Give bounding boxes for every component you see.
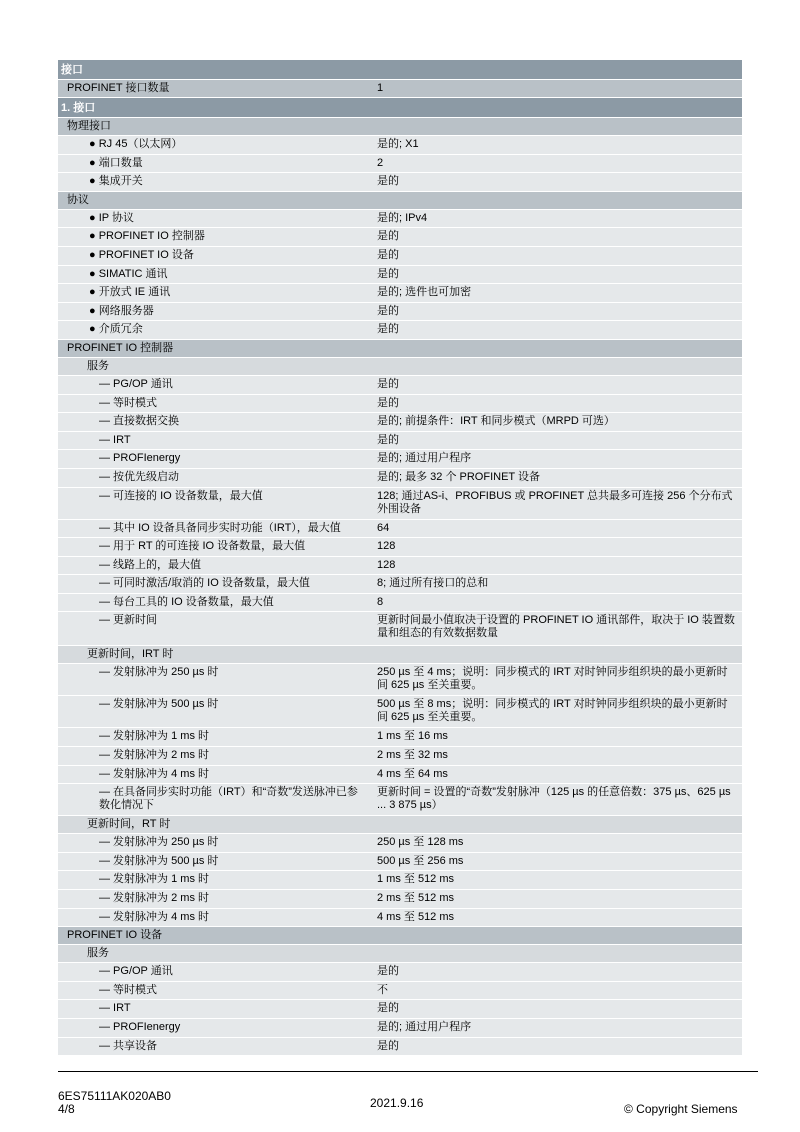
row-value: 500 µs 至 256 ms bbox=[377, 854, 464, 867]
row-label: — 用于 RT 的可连接 IO 设备数量，最大值 bbox=[99, 540, 306, 553]
row-value: 1 ms 至 16 ms bbox=[377, 730, 448, 743]
row-value: 2 ms 至 512 ms bbox=[377, 892, 455, 905]
row-value: 2 ms 至 32 ms bbox=[377, 749, 448, 762]
row-label: — 在具备同步实时功能（IRT）和“奇数”发送脉冲已参数化情况下 bbox=[99, 786, 358, 812]
section-header bbox=[58, 945, 742, 963]
row-value: 是的; 通过用户程序 bbox=[377, 452, 472, 465]
row-label: ● 端口数量 bbox=[89, 156, 143, 169]
row-label: — 线路上的，最大值 bbox=[99, 558, 202, 571]
row-label: PROFINET IO 设备 bbox=[67, 929, 163, 942]
row-value: 更新时间 = 设置的“奇数”发射脉冲（125 µs 的任意倍数：375 µs、625 µs ... 3 875 µs） bbox=[377, 786, 731, 812]
row-label: — 更新时间 bbox=[99, 614, 158, 627]
spec-row bbox=[58, 413, 742, 432]
footer-divider bbox=[58, 1071, 758, 1072]
row-value: 是的 bbox=[377, 323, 399, 336]
spec-row bbox=[58, 173, 742, 192]
row-label: — 发射脉冲为 2 ms 时 bbox=[99, 749, 210, 762]
spec-row bbox=[58, 963, 742, 982]
row-label: — 等时模式 bbox=[99, 396, 158, 409]
row-value: 2 bbox=[377, 156, 384, 169]
row-label: — 发射脉冲为 1 ms 时 bbox=[99, 873, 210, 886]
spec-row bbox=[58, 538, 742, 557]
row-label: — PROFIenergy bbox=[99, 452, 181, 465]
footer-page-number: 4/8 bbox=[58, 1102, 75, 1116]
spec-row bbox=[58, 247, 742, 266]
row-label: — 等时模式 bbox=[99, 983, 158, 996]
row-label: — IRT bbox=[99, 1002, 131, 1015]
spec-row bbox=[58, 834, 742, 853]
row-value: 是的 bbox=[377, 230, 399, 243]
row-label: — 发射脉冲为 2 ms 时 bbox=[99, 892, 210, 905]
spec-row bbox=[58, 909, 742, 928]
spec-table bbox=[58, 60, 742, 1056]
spec-row bbox=[58, 612, 742, 646]
row-label: — 发射脉冲为 250 µs 时 bbox=[99, 666, 219, 679]
spec-row bbox=[58, 557, 742, 576]
row-label: 更新时间，RT 时 bbox=[87, 818, 171, 831]
row-label: — 直接数据交换 bbox=[99, 415, 180, 428]
section-header bbox=[58, 98, 742, 118]
row-label: — PROFIenergy bbox=[99, 1021, 181, 1033]
row-value: 是的 bbox=[377, 1039, 399, 1052]
row-label: — 发射脉冲为 4 ms 时 bbox=[99, 910, 210, 923]
row-label: ● 网络服务器 bbox=[89, 304, 154, 317]
row-value: 是的; 前提条件：IRT 和同步模式（MRPD 可选） bbox=[377, 415, 615, 428]
row-label: ● PROFINET IO 设备 bbox=[89, 248, 194, 261]
row-label: — 可连接的 IO 设备数量，最大值 bbox=[99, 489, 263, 502]
row-value: 8; 通过所有接口的总和 bbox=[377, 577, 489, 590]
row-value: 是的; 最多 32 个 PROFINET 设备 bbox=[377, 470, 540, 483]
spec-row bbox=[58, 696, 742, 728]
row-label: 服务 bbox=[87, 947, 109, 960]
spec-row bbox=[58, 784, 742, 816]
spec-row bbox=[58, 1038, 742, 1057]
row-label: ● IP 协议 bbox=[89, 211, 134, 224]
row-value: 128; 通过AS-i、PROFIBUS 或 PROFINET 总共最多可连接 256 个分布式外围设备 bbox=[377, 489, 733, 515]
spec-row bbox=[58, 228, 742, 247]
row-label: — 发射脉冲为 1 ms 时 bbox=[99, 730, 210, 743]
row-value: 是的 bbox=[377, 248, 399, 261]
row-label: — 发射脉冲为 250 µs 时 bbox=[99, 836, 219, 849]
spec-row bbox=[58, 664, 742, 696]
row-value: 是的; 选件也可加密 bbox=[377, 286, 472, 299]
footer-article-number: 6ES75111AK020AB0 bbox=[58, 1089, 171, 1103]
spec-row bbox=[58, 303, 742, 322]
spec-row bbox=[58, 1019, 742, 1038]
row-label: ● 开放式 IE 通讯 bbox=[89, 286, 171, 299]
row-value: 500 µs 至 8 ms；说明：同步模式的 IRT 对时钟同步组织块的最小更新时间 625 µs 至关重要。 bbox=[377, 698, 728, 724]
row-value: 是的 bbox=[377, 433, 399, 446]
row-value: 128 bbox=[377, 558, 396, 571]
row-label: 协议 bbox=[67, 193, 89, 206]
spec-row bbox=[58, 155, 742, 174]
row-value: 250 µs 至 128 ms bbox=[377, 836, 464, 849]
row-label: 接口 bbox=[61, 64, 83, 76]
spec-row bbox=[58, 450, 742, 469]
spec-row bbox=[58, 488, 742, 520]
spec-row bbox=[58, 520, 742, 539]
spec-row bbox=[58, 321, 742, 340]
row-value: 128 bbox=[377, 540, 396, 553]
spec-row bbox=[58, 871, 742, 890]
row-value: 是的 bbox=[377, 304, 399, 317]
spec-row bbox=[58, 594, 742, 613]
row-label: — 可同时激活/取消的 IO 设备数量，最大值 bbox=[99, 577, 310, 590]
row-value: 是的; 通过用户程序 bbox=[377, 1021, 472, 1033]
row-label: 物理接口 bbox=[67, 120, 111, 132]
row-label: PROFINET IO 控制器 bbox=[67, 341, 174, 354]
spec-row bbox=[58, 136, 742, 155]
row-value: 1 ms 至 512 ms bbox=[377, 873, 455, 886]
section-header bbox=[58, 646, 742, 664]
row-value: 4 ms 至 64 ms bbox=[377, 767, 448, 780]
spec-row bbox=[58, 432, 742, 451]
row-label: — IRT bbox=[99, 433, 131, 446]
row-label: — PG/OP 通讯 bbox=[99, 377, 173, 390]
spec-row bbox=[58, 575, 742, 594]
row-value: 是的 bbox=[377, 396, 399, 409]
row-label: — 其中 IO 设备具备同步实时功能（IRT），最大值 bbox=[99, 521, 341, 534]
row-label: ● RJ 45（以太网） bbox=[89, 138, 183, 150]
spec-row bbox=[58, 766, 742, 785]
row-label: — 发射脉冲为 500 µs 时 bbox=[99, 698, 219, 711]
row-value: 更新时间最小值取决于设置的 PROFINET IO 通讯部件，取决于 IO 装置数量和组态的有效数据数量 bbox=[377, 614, 735, 640]
row-value: 是的 bbox=[377, 1002, 399, 1015]
row-label: — 发射脉冲为 500 µs 时 bbox=[99, 854, 219, 867]
row-label: — 按优先级启动 bbox=[99, 470, 180, 483]
row-label: ● 介质冗余 bbox=[89, 323, 143, 336]
spec-row bbox=[58, 376, 742, 395]
section-header bbox=[58, 80, 742, 98]
section-header bbox=[58, 60, 742, 80]
footer-copyright: © Copyright Siemens bbox=[624, 1102, 738, 1116]
row-value: 不 bbox=[377, 983, 388, 996]
spec-row bbox=[58, 982, 742, 1001]
section-header bbox=[58, 192, 742, 210]
section-header bbox=[58, 816, 742, 834]
spec-row bbox=[58, 728, 742, 747]
row-label: — 共享设备 bbox=[99, 1039, 158, 1052]
row-label: 服务 bbox=[87, 359, 109, 372]
row-label: 1. 接口 bbox=[61, 102, 96, 114]
row-label: — 发射脉冲为 4 ms 时 bbox=[99, 767, 210, 780]
section-header bbox=[58, 118, 742, 136]
row-value: 是的; X1 bbox=[377, 138, 419, 150]
row-value: 250 µs 至 4 ms；说明：同步模式的 IRT 对时钟同步组织块的最小更新时间 625 µs 至关重要。 bbox=[377, 666, 728, 692]
row-value: 是的 bbox=[377, 377, 399, 390]
section-header bbox=[58, 340, 742, 358]
section-header bbox=[58, 927, 742, 945]
spec-row bbox=[58, 284, 742, 303]
spec-row bbox=[58, 890, 742, 909]
row-label: — PG/OP 通讯 bbox=[99, 965, 173, 978]
row-label: ● 集成开关 bbox=[89, 175, 143, 188]
row-value: 8 bbox=[377, 595, 384, 608]
spec-row bbox=[58, 747, 742, 766]
row-label: — 每台工具的 IO 设备数量，最大值 bbox=[99, 595, 274, 608]
section-header bbox=[58, 358, 742, 376]
row-label: 更新时间，IRT 时 bbox=[87, 648, 174, 661]
row-label: PROFINET 接口数量 bbox=[67, 82, 170, 94]
row-value: 是的 bbox=[377, 965, 399, 978]
row-value: 是的 bbox=[377, 175, 399, 188]
spec-row bbox=[58, 853, 742, 872]
spec-row bbox=[58, 1000, 742, 1019]
row-value: 是的; IPv4 bbox=[377, 211, 428, 224]
spec-row bbox=[58, 395, 742, 414]
footer-date: 2021.9.16 bbox=[370, 1096, 424, 1110]
row-value: 1 bbox=[377, 82, 384, 94]
row-label: ● PROFINET IO 控制器 bbox=[89, 230, 205, 243]
spec-row bbox=[58, 210, 742, 229]
row-value: 4 ms 至 512 ms bbox=[377, 910, 455, 923]
spec-row bbox=[58, 469, 742, 488]
row-value: 是的 bbox=[377, 267, 399, 280]
row-value: 64 bbox=[377, 521, 390, 534]
spec-row bbox=[58, 266, 742, 285]
row-label: ● SIMATIC 通讯 bbox=[89, 267, 168, 280]
